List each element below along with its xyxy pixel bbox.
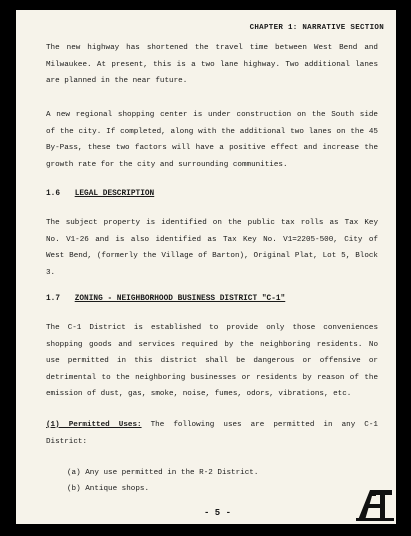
- permitted-uses-text: The following uses are permitted in any C-1 District:: [46, 421, 378, 446]
- section-heading-zoning: [46, 295, 285, 303]
- document-page: [16, 10, 396, 524]
- section-heading-legal: [46, 190, 154, 198]
- paragraph-permitted-uses: [46, 417, 378, 450]
- list-item: (b) Antique shops.: [67, 485, 150, 493]
- section-number: 1.7: [46, 295, 61, 303]
- paragraph-highway: The new highway has shortened the travel time between West Bend and Milwaukee. At present, this is a two lane highway. Two additional lanes are planned in the near future.: [46, 44, 378, 85]
- section-title: ZONING - NEIGHBORHOOD BUSINESS DISTRICT "C-1": [74, 295, 286, 303]
- firm-logo-icon: [356, 486, 394, 522]
- paragraph-shopping-center: A new regional shopping center is under construction on the South side of the city. If completed, along with the additional two lanes on the 45 By-Pass, these two factors will have a positive effect and increase the growth rate for the city and surrounding communities.: [46, 111, 378, 169]
- section-number: 1.6: [46, 190, 61, 198]
- list-item: (a) Any use permitted in the R-2 District.: [67, 469, 259, 477]
- permitted-uses-label: (1) Permitted Uses:: [46, 421, 142, 429]
- page-number: - 5 -: [204, 508, 232, 518]
- paragraph-c1-district: The C-1 District is established to provide only those conveniences shopping goods and services required by the neighboring residents. No use permitted in this district shall be dangerous or offensive or detrimental to the neighboring businesses or residents by reason of the emission of dust, gas, smoke, noise, fumes, odors, vibrations, etc.: [46, 324, 378, 398]
- chapter-header: CHAPTER 1: NARRATIVE SECTION: [249, 24, 384, 32]
- section-title: LEGAL DESCRIPTION: [74, 190, 155, 198]
- paragraph-legal-description: The subject property is identified on the public tax rolls as Tax Key No. V1-26 and is also identified as Tax Key No. V1=2205-500, City of West Bend, (formerly the Village of Barton), Original Plat, Lot 5, Block 3.: [46, 219, 378, 277]
- permitted-uses-list: [67, 465, 258, 497]
